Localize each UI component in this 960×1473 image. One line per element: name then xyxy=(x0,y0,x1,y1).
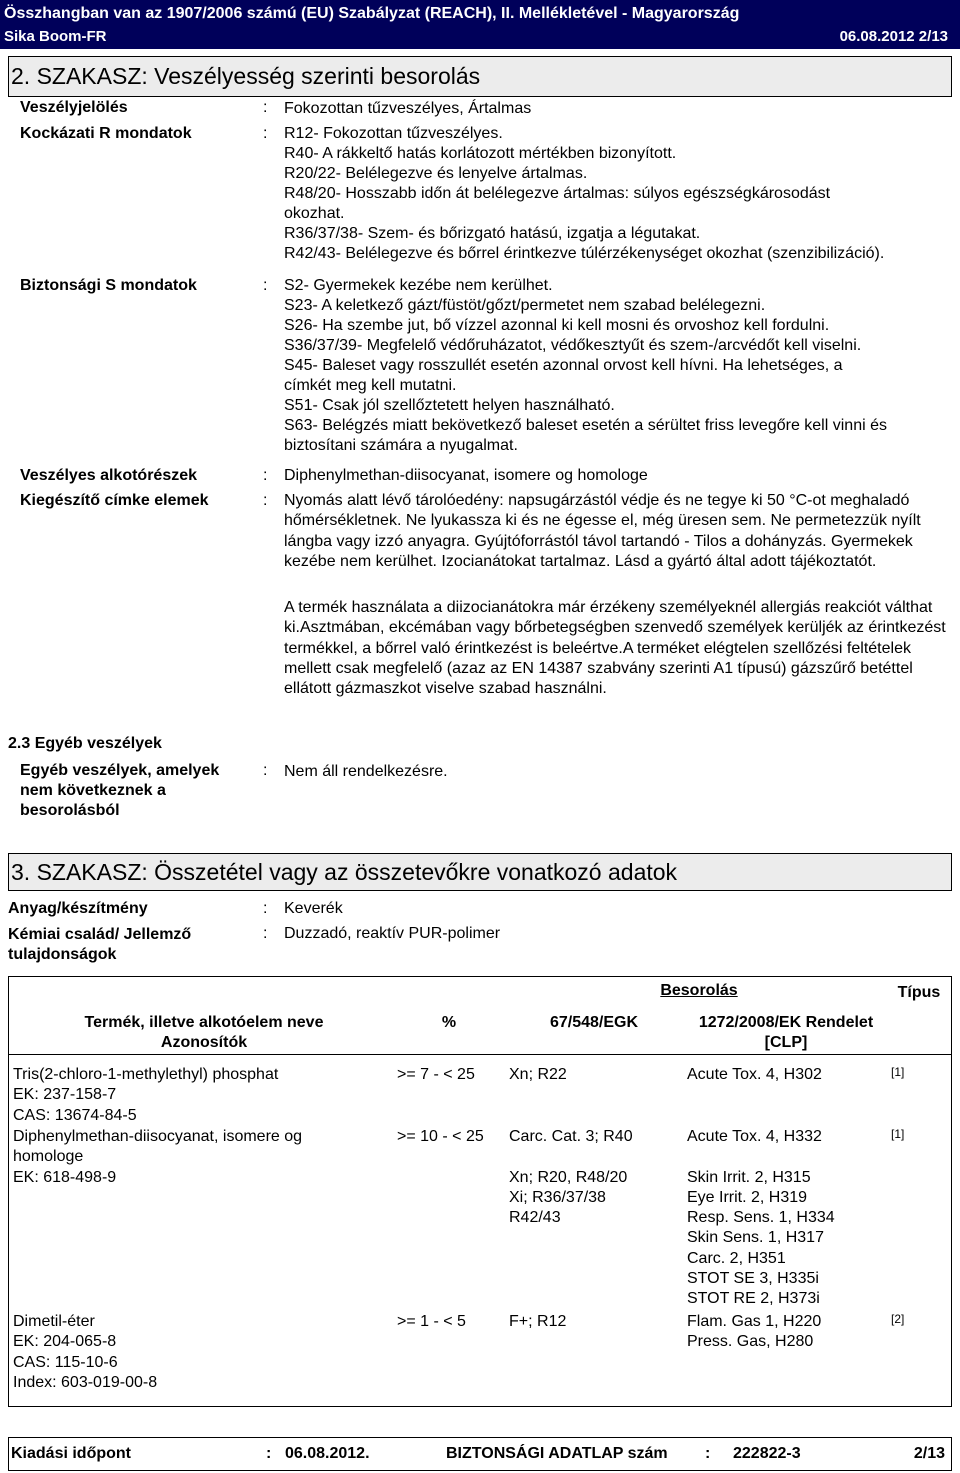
s-phrase: S23- A keletkező gázt/füstöt/gőzt/permetet nem szabad belélegezni. xyxy=(284,297,766,314)
clp-line: Skin Irrit. 2, H315 xyxy=(687,1168,811,1186)
r-phrases-list xyxy=(284,124,884,264)
footer-sds-number: 222822-3 xyxy=(733,1445,801,1462)
clp-line: Flam. Gas 1, H220 xyxy=(687,1313,822,1330)
egk-line xyxy=(509,1147,633,1167)
value-substance-mixture: Keverék xyxy=(284,900,343,917)
clp-line xyxy=(687,1147,835,1167)
egk-line: Xi; R36/37/38 xyxy=(509,1188,606,1206)
r-phrase: okozhat. xyxy=(284,205,345,222)
table-row-2-egk xyxy=(509,1127,633,1228)
label-r-phrases: Kockázati R mondatok xyxy=(20,125,192,142)
header-percent: % xyxy=(441,1014,457,1031)
header-divider xyxy=(9,1054,951,1055)
subsection-2-3-title: 2.3 Egyéb veszélyek xyxy=(8,735,162,752)
table-row-1-type: [1] xyxy=(891,1065,905,1079)
table-row-3-type: [2] xyxy=(891,1312,905,1326)
table-row-3-clp xyxy=(687,1312,821,1353)
clp-line: STOT RE 2, H373i xyxy=(687,1290,820,1308)
header-67-548-egk: 67/548/EGK xyxy=(549,1014,639,1031)
clp-line: Skin Sens. 1, H317 xyxy=(687,1229,824,1247)
s-phrase: S45- Baleset vagy rosszullét esetén azonnal orvost kell hívni. Ha lehetséges, a xyxy=(284,357,843,374)
header-date-page: 06.08.2012 2/13 xyxy=(839,28,948,45)
name-line: CAS: 115-10-6 xyxy=(13,1353,118,1371)
label-s-phrases: Biztonsági S mondatok xyxy=(20,277,197,294)
label-line: besorolásból xyxy=(20,802,120,819)
footer-page-number: 2/13 xyxy=(913,1445,945,1462)
value-other-hazards: Nem áll rendelkezésre. xyxy=(284,763,448,780)
name-line: Index: 603-019-00-8 xyxy=(13,1373,158,1391)
name-line: EK: 204-065-8 xyxy=(13,1333,117,1351)
s-phrase: címkét meg kell mutatni. xyxy=(284,377,457,394)
s-phrase: S36/37/39- Megfelelő védőruházatot, védőkesztyűt és szem-/arcvédőt kell viselni. xyxy=(284,337,862,354)
supplemental-paragraph-1: Nyomás alatt lévő tárolóedény: napsugárzástól védje és ne tegye ki 50 °C-ot meghaladó hőmérsékletnek. Ne lyukassza ki és ne égesse el, még üresen sem. Ne permetezzük nyílt lángba vagy izzó anyagra. Gyújtóforrástól távol tartandó - Tilos a dohányzás. Gyermekek kezébe nem kerülhet. Izocianátokat tartalmaz. Lásd a gyártó által adott tájékoztatót. xyxy=(284,492,921,570)
egk-line: Carc. Cat. 3; R40 xyxy=(509,1128,633,1145)
table-row-1-clp: Acute Tox. 4, H302 xyxy=(687,1066,822,1083)
value-hazard-designation: Fokozottan tűzveszélyes, Ártalmas xyxy=(284,100,532,117)
r-phrase: R12- Fokozottan tűzveszélyes. xyxy=(284,125,503,142)
label-hazardous-components: Veszélyes alkotórészek xyxy=(20,467,198,484)
section-2-title-box xyxy=(8,56,952,97)
name-line: Tris(2-chloro-1-methylethyl) phosphat xyxy=(13,1066,279,1083)
table-row-3-egk: F+; R12 xyxy=(509,1313,567,1330)
name-line: CAS: 13674-84-5 xyxy=(13,1106,137,1124)
document-footer xyxy=(8,1437,952,1471)
colon: : xyxy=(263,467,268,484)
clp-line: Eye Irrit. 2, H319 xyxy=(687,1188,808,1206)
table-row-1-percent: >= 7 - < 25 xyxy=(397,1066,475,1083)
r-phrase: R48/20- Hosszabb időn át belélegezve ártalmas: súlyos egészségkárosodást xyxy=(284,185,831,202)
name-line: EK: 237-158-7 xyxy=(13,1086,117,1104)
label-hazard-designation: Veszélyjelölés xyxy=(20,99,128,116)
header-type: Típus xyxy=(897,984,941,1001)
label-substance-mixture: Anyag/készítmény xyxy=(8,900,148,917)
header-line: Azonosítók xyxy=(160,1034,248,1051)
name-line: EK: 618-498-9 xyxy=(13,1168,117,1186)
table-row-1-name xyxy=(13,1065,278,1126)
r-phrase: R36/37/38- Szem- és bőrizgató hatású, izgatja a légutakat. xyxy=(284,225,701,242)
label-chemical-family xyxy=(8,925,191,965)
composition-table xyxy=(8,976,952,1407)
section-3-title-box xyxy=(8,853,952,891)
table-row-1-egk: Xn; R22 xyxy=(509,1066,567,1083)
product-name: Sika Boom-FR xyxy=(4,28,107,45)
footer-colon: : xyxy=(266,1445,272,1462)
s-phrase: S63- Belégzés miatt bekövetkező baleset esetén a sérültet friss levegőre kell vinni és xyxy=(284,417,887,434)
r-phrase: R42/43- Belélegezve és bőrrel érintkezve túlérzékenységet okozhat (szenzibilizáció). xyxy=(284,245,885,262)
label-line: nem következnek a xyxy=(20,782,166,799)
colon: : xyxy=(263,900,268,917)
table-row-2-name xyxy=(13,1127,302,1188)
footer-issue-date-label: Kiadási időpont xyxy=(11,1445,131,1462)
header-classification: Besorolás xyxy=(660,982,738,999)
header-clp xyxy=(679,1013,893,1053)
header-name xyxy=(39,1013,369,1053)
clp-line: Acute Tox. 4, H332 xyxy=(687,1128,822,1145)
section-3-title: 3. SZAKASZ: Összetétel vagy az összetevőkre vonatkozó adatok xyxy=(11,859,678,885)
footer-issue-date: 06.08.2012. xyxy=(285,1445,370,1462)
name-line: homologe xyxy=(13,1148,84,1166)
value-chemical-family: Duzzadó, reaktív PUR-polimer xyxy=(284,925,501,942)
clp-line: Resp. Sens. 1, H334 xyxy=(687,1209,835,1227)
supplemental-paragraph-2: A termék használata a diizocianátokra már érzékeny személyeknél allergiás reakciót válthat ki.Asztmában, ekcémában vagy bőrbetegségben szenvedő személyek kerüljék az érintkezést termékkel, a bőrrel való érintkezést is beleértve.A terméket elégtelen szellőzési feltételek mellett csak megfelelő (azaz az EN 14387 szabvány szerinti A1 típusú) gázszűrő betéttel ellátott gázmaszkot viselve szabad használni. xyxy=(284,599,946,698)
egk-line: R42/43 xyxy=(509,1209,561,1227)
footer-colon: : xyxy=(705,1445,711,1462)
header-line: [CLP] xyxy=(764,1034,808,1051)
s-phrases-list xyxy=(284,276,887,456)
clp-line: STOT SE 3, H335i xyxy=(687,1270,819,1288)
colon: : xyxy=(263,762,268,779)
label-supplemental-label-elements: Kiegészítő címke elemek xyxy=(20,492,209,509)
table-row-2-percent: >= 10 - < 25 xyxy=(397,1128,484,1145)
clp-line: Carc. 2, H351 xyxy=(687,1249,786,1267)
name-line: Diphenylmethan-diisocyanat, isomere og xyxy=(13,1128,303,1145)
colon: : xyxy=(263,125,268,142)
colon: : xyxy=(263,492,268,509)
label-line: Kémiai család/ Jellemző xyxy=(8,926,192,943)
section-2-title: 2. SZAKASZ: Veszélyesség szerinti besorolás xyxy=(11,63,481,89)
header-line: Termék, illetve alkotóelem neve xyxy=(84,1014,324,1031)
footer-sds-label: BIZTONSÁGI ADATLAP szám xyxy=(446,1445,668,1462)
value-hazardous-components: Diphenylmethan-diisocyanat, isomere og homologe xyxy=(284,467,648,484)
table-row-3-percent: >= 1 - < 5 xyxy=(397,1313,466,1330)
name-line: Dimetil-éter xyxy=(13,1313,95,1330)
colon: : xyxy=(263,925,268,942)
s-phrase: S51- Csak jól szellőztetett helyen használható. xyxy=(284,397,615,414)
colon: : xyxy=(263,277,268,294)
table-row-2-clp xyxy=(687,1127,835,1310)
label-other-hazards xyxy=(20,761,219,821)
table-row-2-type: [1] xyxy=(891,1127,905,1141)
colon: : xyxy=(263,99,268,116)
s-phrase: biztosítani számára a nyugalmat. xyxy=(284,437,518,454)
s-phrase: S2- Gyermekek kezébe nem kerülhet. xyxy=(284,277,553,294)
egk-line: Xn; R20, R48/20 xyxy=(509,1168,628,1186)
label-line: tulajdonságok xyxy=(8,946,117,963)
s-phrase: S26- Ha szembe jut, bő vízzel azonnal ki kell mosni és orvoshoz kell fordulni. xyxy=(284,317,830,334)
r-phrase: R40- A rákkeltő hatás korlátozott mértékben bizonyított. xyxy=(284,145,677,162)
document-header-title: Összhangban van az 1907/2006 számú (EU) Szabályzat (REACH), II. Mellékletével - Magyarország xyxy=(0,0,960,27)
clp-line: Press. Gas, H280 xyxy=(687,1333,814,1351)
document-header-bar xyxy=(0,27,960,49)
label-line: Egyéb veszélyek, amelyek xyxy=(20,762,220,779)
r-phrase: R20/22- Belélegezve és lenyelve ártalmas. xyxy=(284,165,588,182)
table-row-3-name xyxy=(13,1312,157,1393)
header-line: 1272/2008/EK Rendelet xyxy=(698,1014,874,1031)
